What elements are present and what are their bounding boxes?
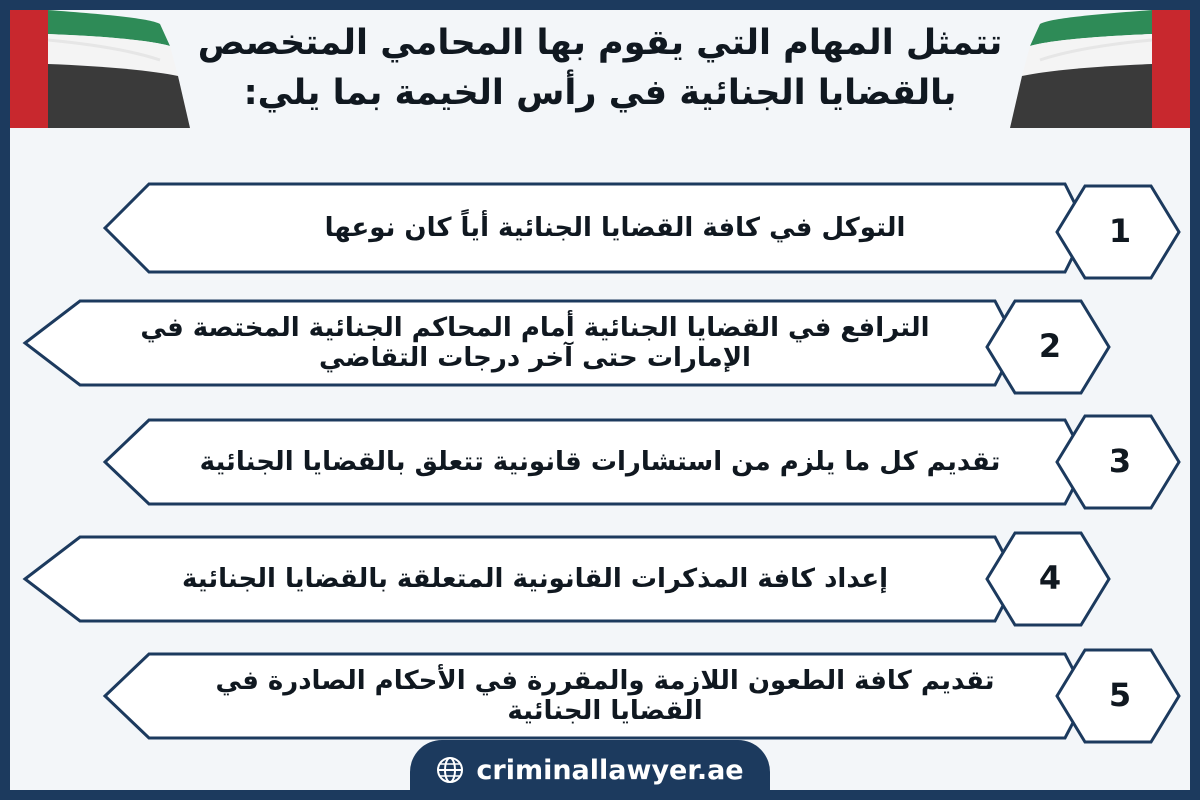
website-link[interactable]: criminallawyer.ae <box>476 754 744 786</box>
item-number: 2 <box>1038 327 1062 365</box>
item-text: إعداد كافة المذكرات القانونية المتعلقة بالقضايا الجنائية <box>181 564 889 594</box>
item-number: 3 <box>1108 442 1132 480</box>
page-title: تتمثل المهام التي يقوم بها المحامي المتخصص بالقضايا الجنائية في رأس الخيمة بما يلي: <box>197 23 1003 113</box>
item-number: 4 <box>1038 559 1062 597</box>
item-number: 1 <box>1108 212 1132 250</box>
list-item <box>105 646 1180 746</box>
infographic-canvas <box>10 10 1190 790</box>
item-text: الترافع في القضايا الجنائية أمام المحاكم الجنائية المختصة في الإمارات حتى آخر درجات التقاضي <box>140 313 930 373</box>
list-item <box>105 412 1180 512</box>
website-banner[interactable] <box>410 740 770 800</box>
items-list <box>10 10 1190 790</box>
item-text: تقديم كافة الطعون اللازمة والمقررة في الأحكام الصادرة في القضايا الجنائية <box>215 666 995 726</box>
item-text: التوكل في كافة القضايا الجنائية أياً كان نوعها <box>324 213 906 243</box>
item-text: تقديم كل ما يلزم من استشارات قانونية تتعلق بالقضايا الجنائية <box>199 447 1001 477</box>
list-item <box>25 529 1110 629</box>
item-number: 5 <box>1108 676 1132 714</box>
globe-icon <box>436 756 464 784</box>
list-item <box>25 297 1110 397</box>
list-item <box>105 182 1180 282</box>
